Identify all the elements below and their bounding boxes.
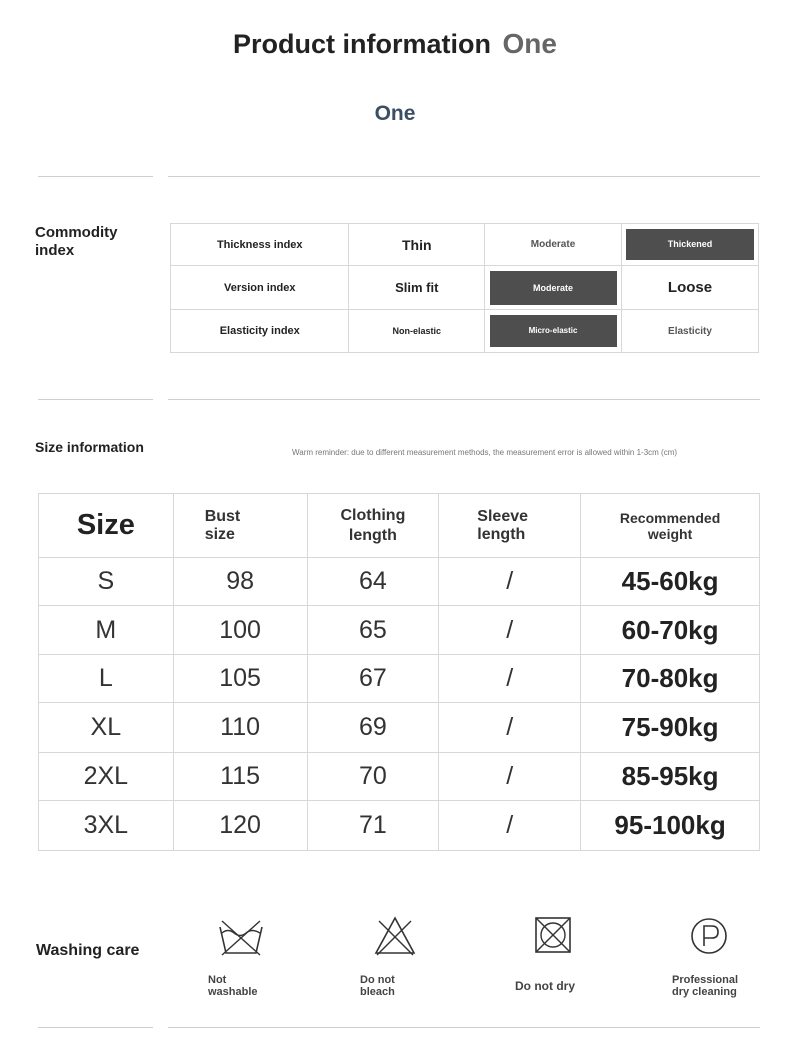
page-title	[0, 28, 790, 60]
cell-bust: 100	[173, 606, 307, 654]
care-label: Do not dry	[515, 979, 575, 993]
title-overlay-text: One	[502, 28, 557, 59]
care-item-not-washable	[208, 915, 288, 998]
cell-size: 2XL	[39, 752, 174, 800]
care-label: Professional dry cleaning	[672, 974, 739, 998]
cell-weight: 70-80kg	[581, 654, 760, 702]
cell-size: M	[39, 606, 174, 654]
cell-size: L	[39, 654, 174, 702]
cell-sleeve-length: /	[439, 703, 581, 753]
size-table-header	[39, 494, 760, 558]
index-row-thickness	[171, 224, 759, 266]
header-bust: Bust size	[173, 494, 307, 558]
cell-weight: 85-95kg	[581, 752, 760, 800]
cell-weight: 45-60kg	[581, 558, 760, 606]
care-label: Do not bleach	[360, 974, 395, 998]
cell-size: 3XL	[39, 801, 174, 851]
header-clothing-length: Clothing length	[307, 494, 439, 558]
index-row-version	[171, 266, 759, 310]
index-option: Elasticity	[622, 310, 759, 353]
cell-size: XL	[39, 703, 174, 753]
size-table-row	[39, 654, 760, 702]
cell-bust: 115	[173, 752, 307, 800]
title-text: Product information	[233, 29, 491, 59]
size-table-row	[39, 801, 760, 851]
index-option: Moderate	[485, 224, 622, 266]
cell-weight: 75-90kg	[581, 703, 760, 753]
cell-sleeve-length: /	[439, 606, 581, 654]
index-option: Thin	[349, 224, 485, 266]
cell-clothing-length: 69	[307, 703, 439, 753]
index-option: Loose	[622, 266, 759, 310]
cell-sleeve-length: /	[439, 752, 581, 800]
divider	[38, 399, 153, 400]
size-table	[38, 493, 760, 851]
cell-bust: 98	[173, 558, 307, 606]
cell-sleeve-length: /	[439, 558, 581, 606]
cell-clothing-length: 64	[307, 558, 439, 606]
divider	[38, 1027, 153, 1028]
cell-weight: 60-70kg	[581, 606, 760, 654]
cell-sleeve-length: /	[439, 654, 581, 702]
cell-weight: 95-100kg	[581, 801, 760, 851]
index-option: Non-elastic	[349, 310, 485, 353]
care-item-do-not-dry	[515, 915, 595, 992]
index-option-selected: Thickened	[622, 224, 759, 266]
professional-dry-cleaning-icon	[689, 915, 729, 957]
divider	[168, 1027, 760, 1028]
divider	[38, 176, 153, 177]
cell-clothing-length: 67	[307, 654, 439, 702]
commodity-index-table	[170, 223, 759, 353]
do-not-bleach-icon	[373, 915, 417, 957]
index-row-label: Elasticity index	[171, 310, 349, 353]
index-option-selected: Micro-elastic	[485, 310, 622, 353]
cell-bust: 105	[173, 654, 307, 702]
size-table-row	[39, 606, 760, 654]
index-row-label: Version index	[171, 266, 349, 310]
size-table-row	[39, 703, 760, 753]
header-sleeve-length: Sleeve length	[439, 494, 581, 558]
commodity-index-label: Commodity index	[35, 224, 118, 259]
measurement-reminder: Warm reminder: due to different measurement methods, the measurement error is allowed within 1-3cm (cm)	[292, 448, 678, 457]
do-not-dry-icon	[533, 915, 573, 955]
cell-size: S	[39, 558, 174, 606]
cell-sleeve-length: /	[439, 801, 581, 851]
cell-bust: 110	[173, 703, 307, 753]
index-option-selected: Moderate	[485, 266, 622, 310]
cell-clothing-length: 65	[307, 606, 439, 654]
care-item-do-not-bleach	[360, 915, 440, 998]
washing-care-label: Washing care	[36, 942, 140, 959]
size-table-row	[39, 558, 760, 606]
divider	[168, 176, 760, 177]
divider	[168, 399, 760, 400]
care-label: Not washable	[208, 974, 258, 998]
cell-clothing-length: 71	[307, 801, 439, 851]
size-information-label: Size information	[35, 439, 144, 455]
header-recommended-weight: Recommended weight	[581, 494, 760, 558]
page-subtitle: One	[374, 102, 416, 125]
not-washable-icon	[216, 915, 266, 957]
size-table-row	[39, 752, 760, 800]
care-item-professional-dry-cleaning	[672, 915, 762, 998]
header-size: Size	[39, 494, 174, 558]
index-row-label: Thickness index	[171, 224, 349, 266]
cell-clothing-length: 70	[307, 752, 439, 800]
index-row-elasticity	[171, 310, 759, 353]
cell-bust: 120	[173, 801, 307, 851]
index-option: Slim fit	[349, 266, 485, 310]
